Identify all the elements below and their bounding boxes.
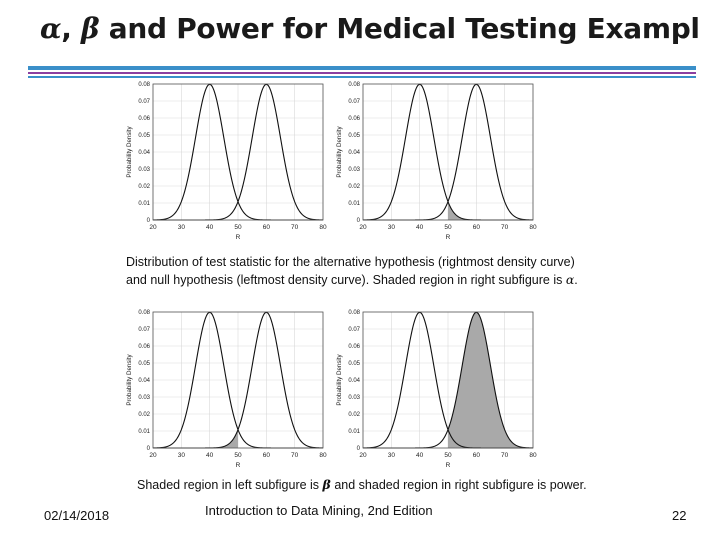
x-tick-label: 60 — [472, 452, 480, 459]
y-tick-label: 0.08 — [348, 82, 360, 89]
x-tick-label: 70 — [501, 224, 509, 231]
x-tick-label: 70 — [291, 224, 299, 231]
x-tick-label: 50 — [234, 224, 242, 231]
x-tick-label: 40 — [416, 452, 424, 459]
title-alpha: α — [40, 12, 62, 45]
x-tick-label: 30 — [177, 224, 185, 231]
x-tick-label: 30 — [387, 224, 395, 231]
x-tick-label: 20 — [359, 452, 367, 459]
x-tick-label: 40 — [416, 224, 424, 231]
y-tick-label: 0.02 — [138, 184, 150, 191]
chart-top-left — [125, 78, 330, 243]
x-tick-label: 60 — [262, 224, 270, 231]
caption-bottom-text-b: and shaded region in right subfigure is power. — [330, 478, 587, 492]
chart-bottom-right — [335, 306, 540, 471]
y-tick-label: 0.08 — [138, 82, 150, 89]
x-tick-label: 60 — [472, 224, 480, 231]
y-tick-label: 0 — [146, 218, 150, 225]
caption-top-alpha: α — [565, 272, 575, 287]
y-tick-label: 0.06 — [138, 344, 150, 351]
x-tick-label: 50 — [234, 452, 242, 459]
x-tick-label: 80 — [319, 224, 327, 231]
x-tick-label: 80 — [529, 224, 537, 231]
y-tick-label: 0.06 — [348, 344, 360, 351]
y-tick-label: 0.07 — [348, 327, 360, 334]
caption-top-line2-text: and null hypothesis (leftmost density curve). Shaded region in right subfigure is — [126, 273, 566, 287]
y-tick-label: 0.04 — [348, 150, 360, 157]
x-tick-label: 80 — [529, 452, 537, 459]
y-tick-label: 0.05 — [348, 133, 360, 140]
x-tick-label: 50 — [444, 452, 452, 459]
y-tick-label: 0.01 — [348, 201, 360, 208]
caption-top — [126, 254, 578, 289]
caption-bottom — [137, 476, 587, 494]
caption-top-line2 — [126, 271, 578, 289]
y-tick-label: 0.06 — [348, 116, 360, 123]
y-tick-label: 0.01 — [138, 201, 150, 208]
x-axis-label: R — [445, 234, 451, 241]
y-tick-label: 0.08 — [348, 310, 360, 317]
y-axis-label: Probability Density — [126, 354, 133, 406]
y-axis-label: Probability Density — [126, 126, 133, 178]
x-tick-label: 60 — [262, 452, 270, 459]
y-tick-label: 0 — [356, 446, 360, 453]
x-tick-label: 70 — [291, 452, 299, 459]
y-tick-label: 0.02 — [348, 412, 360, 419]
y-axis-label: Probability Density — [336, 354, 343, 406]
x-tick-label: 20 — [149, 452, 157, 459]
footer-page-number: 22 — [672, 508, 687, 523]
x-tick-label: 20 — [149, 224, 157, 231]
y-tick-label: 0.01 — [138, 429, 150, 436]
footer-center-text: Introduction to Data Mining, 2nd Edition — [205, 503, 433, 518]
y-tick-label: 0.05 — [138, 361, 150, 368]
x-tick-label: 80 — [319, 452, 327, 459]
y-tick-label: 0.03 — [348, 395, 360, 402]
x-axis-label: R — [235, 234, 241, 241]
y-tick-label: 0.01 — [348, 429, 360, 436]
slide-title — [40, 12, 720, 45]
x-axis-label: R — [235, 462, 241, 469]
title-text: and Power for Medical Testing Exampl — [99, 12, 700, 45]
x-tick-label: 50 — [444, 224, 452, 231]
x-tick-label: 20 — [359, 224, 367, 231]
y-tick-label: 0.02 — [138, 412, 150, 419]
y-tick-label: 0.03 — [138, 167, 150, 174]
title-beta: β — [81, 12, 100, 45]
x-tick-label: 30 — [177, 452, 185, 459]
y-tick-label: 0.02 — [348, 184, 360, 191]
x-tick-label: 40 — [206, 452, 214, 459]
y-axis-label: Probability Density — [336, 126, 343, 178]
y-tick-label: 0.03 — [138, 395, 150, 402]
caption-bottom-text-a: Shaded region in left subfigure is — [137, 478, 323, 492]
x-axis-label: R — [445, 462, 451, 469]
chart-bottom-left — [125, 306, 330, 471]
y-tick-label: 0.08 — [138, 310, 150, 317]
footer-date: 02/14/2018 — [44, 508, 110, 523]
y-tick-label: 0.07 — [138, 327, 150, 334]
title-divider-blue — [28, 66, 696, 70]
caption-top-period: . — [574, 273, 578, 287]
y-tick-label: 0.05 — [348, 361, 360, 368]
y-tick-label: 0.04 — [138, 150, 150, 157]
caption-bottom-beta: β — [322, 477, 331, 492]
chart-top-right — [335, 78, 540, 243]
y-tick-label: 0.07 — [138, 99, 150, 106]
y-tick-label: 0.05 — [138, 133, 150, 140]
y-tick-label: 0 — [356, 218, 360, 225]
y-tick-label: 0.04 — [348, 378, 360, 385]
title-separator: , — [61, 12, 72, 45]
x-tick-label: 30 — [387, 452, 395, 459]
x-tick-label: 40 — [206, 224, 214, 231]
title-divider-purple — [28, 72, 696, 74]
y-tick-label: 0 — [146, 446, 150, 453]
y-tick-label: 0.03 — [348, 167, 360, 174]
y-tick-label: 0.06 — [138, 116, 150, 123]
caption-top-line1: Distribution of test statistic for the alternative hypothesis (rightmost density curve) — [126, 255, 575, 269]
y-tick-label: 0.04 — [138, 378, 150, 385]
y-tick-label: 0.07 — [348, 99, 360, 106]
x-tick-label: 70 — [501, 452, 509, 459]
